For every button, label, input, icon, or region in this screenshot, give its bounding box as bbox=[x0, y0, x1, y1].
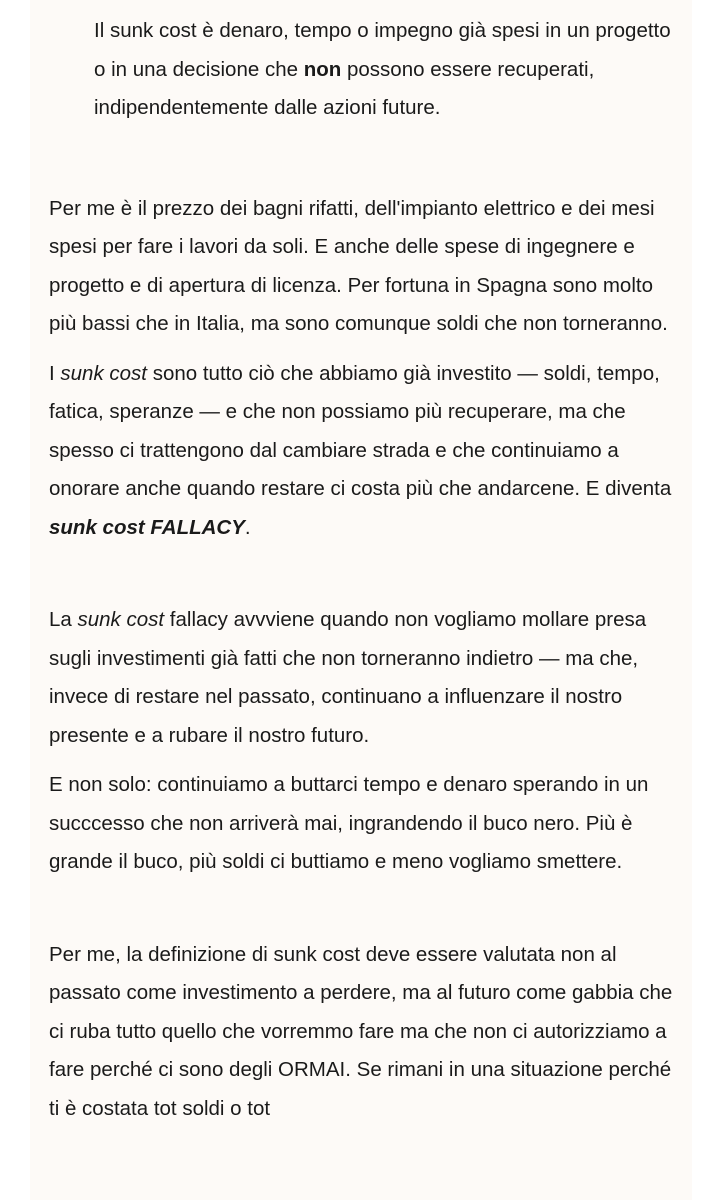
article-text bbox=[49, 12, 679, 1139]
paragraph-2 bbox=[49, 355, 679, 548]
quote-text-2: possono essere recuperati, indipendentemente dalle azioni future. bbox=[94, 57, 595, 119]
p2-text-2: sono tutto ciò che abbiamo già investito — soldi, tempo, fatica, speranze — e che non possiamo più recuperare, ma che spesso ci trattengono dal cambiare strada e che continuiamo a onorare anche quando restare ci costa più che andarcene. E diventa bbox=[49, 361, 672, 500]
definition-quote bbox=[49, 12, 679, 128]
quote-text-1: Il sunk cost è denaro, tempo o impegno già spesi in un progetto o in una decisione che bbox=[94, 19, 671, 81]
right-margin bbox=[692, 0, 714, 1200]
p2-text-3: . bbox=[244, 515, 251, 539]
quote-bold-word: non bbox=[303, 57, 342, 81]
left-margin bbox=[0, 0, 30, 1200]
p3-text-2: fallacy avvviene quando non vogliamo mollare presa sugli investimenti già fatti che non torneranno indietro — ma che, invece di restare nel passato, continuano a influenzare il nostro presente e a rubare il nostro futuro. bbox=[49, 608, 647, 747]
paragraph-5: Per me, la definizione di sunk cost deve essere valutata non al passato come investimento a perdere, ma al futuro come gabbia che ci ruba tutto quello che vorremmo fare ma che non ci autorizziamo a fare perché ci sono degli ORMAI. Se rimani in una situazione perché ti è costata tot soldi o tot bbox=[49, 942, 673, 1120]
paragraph-1: Per me è il prezzo dei bagni rifatti, dell'impianto elettrico e dei mesi spesi per fare i lavori da soli. E anche delle spese di ingegnere e progetto e di apertura di licenza. Per fortuna in Spagna sono molto più bassi che in Italia, ma sono comunque soldi che non torneranno. bbox=[49, 196, 668, 335]
paragraph-4: E non solo: continuiamo a buttarci tempo e denaro sperando in un succcesso che non arriverà mai, ingrandendo il buco nero. Più è grande il buco, più soldi ci buttiamo e meno vogliamo smettere. bbox=[49, 773, 649, 873]
p3-text-1: La bbox=[49, 608, 78, 631]
p2-italic: sunk cost bbox=[60, 361, 148, 385]
p2-text-1: I bbox=[49, 361, 61, 385]
article-body[interactable] bbox=[30, 0, 692, 1200]
paragraph-3 bbox=[49, 601, 679, 755]
p2-bold-italic: sunk cost FALLACY bbox=[49, 515, 245, 539]
p3-italic: sunk cost bbox=[77, 608, 165, 631]
